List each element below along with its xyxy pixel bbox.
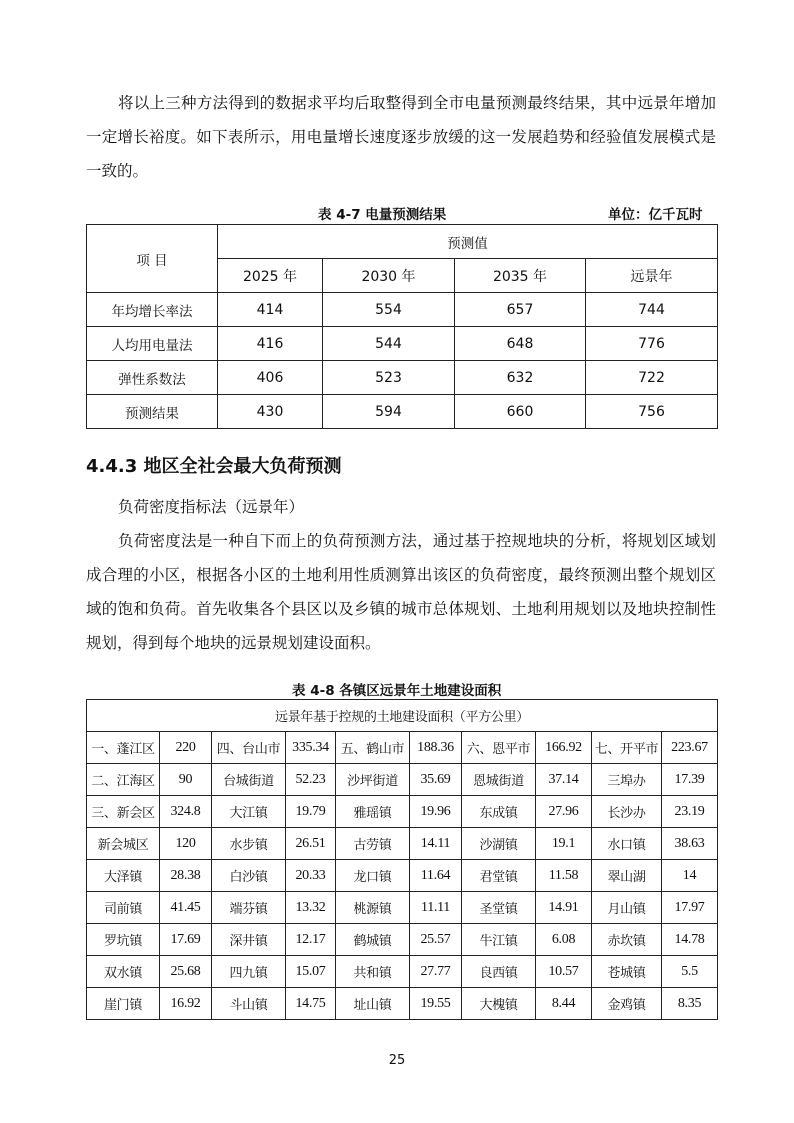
table-row xyxy=(87,988,718,1020)
district-name: 东成镇 xyxy=(462,796,536,828)
cell-value: 744 xyxy=(586,293,718,327)
year-header: 2025 年 xyxy=(218,259,323,293)
area-value: 14.11 xyxy=(410,828,462,860)
table-4-7-caption: 表 4-7 电量预测结果 xyxy=(318,207,447,223)
area-value: 37.14 xyxy=(536,764,592,796)
area-value: 27.96 xyxy=(536,796,592,828)
district-name: 圣堂镇 xyxy=(462,892,536,924)
area-value: 8.35 xyxy=(662,988,718,1020)
district-name: 大泽镇 xyxy=(87,860,160,892)
table-row xyxy=(87,395,718,429)
district-name: 水口镇 xyxy=(592,828,662,860)
area-value: 8.44 xyxy=(536,988,592,1020)
forecast-header: 预测值 xyxy=(218,225,718,259)
district-name: 水步镇 xyxy=(212,828,286,860)
method-paragraph: 负荷密度法是一种自下而上的负荷预测方法，通过基于控规地块的分析，将规划区域划成合理的小区，根据各小区的土地利用性质测算出该区的负荷密度，最终预测出整个规划区域的饱和负荷。首先收集各个县区以及乡镇的城市总体规划、土地利用规划以及地块控制性规划，得到每个地块的远景规划建设面积。 xyxy=(86,532,716,652)
area-value: 324.8 xyxy=(160,796,212,828)
district-name: 共和镇 xyxy=(336,956,410,988)
district-name: 司前镇 xyxy=(87,892,160,924)
cell-value: 722 xyxy=(586,361,718,395)
area-value: 15.07 xyxy=(286,956,336,988)
district-name: 三埠办 xyxy=(592,764,662,796)
area-value: 17.69 xyxy=(160,924,212,956)
area-value: 23.19 xyxy=(662,796,718,828)
district-name: 月山镇 xyxy=(592,892,662,924)
district-name: 长沙办 xyxy=(592,796,662,828)
area-value: 188.36 xyxy=(410,732,462,764)
area-value: 27.77 xyxy=(410,956,462,988)
area-value: 166.92 xyxy=(536,732,592,764)
area-value: 220 xyxy=(160,732,212,764)
item-header: 项 目 xyxy=(87,225,218,293)
row-label: 年均增长率法 xyxy=(87,293,218,327)
area-value: 120 xyxy=(160,828,212,860)
intro-paragraph: 将以上三种方法得到的数据求平均后取整得到全市电量预测最终结果，其中远景年增加一定增长裕度。如下表所示，用电量增长速度逐步放缓的这一发展趋势和经验值发展模式是一致的。 xyxy=(86,94,716,180)
table-4-8 xyxy=(86,699,718,1020)
district-name: 一、蓬江区 xyxy=(87,732,160,764)
cell-value: 406 xyxy=(218,361,323,395)
year-header: 远景年 xyxy=(586,259,718,293)
district-name: 桃源镇 xyxy=(336,892,410,924)
table-row xyxy=(87,892,718,924)
district-name: 牛江镇 xyxy=(462,924,536,956)
area-value: 38.63 xyxy=(662,828,718,860)
cell-value: 632 xyxy=(455,361,586,395)
district-name: 三、新会区 xyxy=(87,796,160,828)
area-value: 35.69 xyxy=(410,764,462,796)
district-name: 大江镇 xyxy=(212,796,286,828)
row-label: 人均用电量法 xyxy=(87,327,218,361)
table-row xyxy=(87,828,718,860)
district-name: 良西镇 xyxy=(462,956,536,988)
area-value: 25.57 xyxy=(410,924,462,956)
district-name: 苍城镇 xyxy=(592,956,662,988)
area-value: 17.39 xyxy=(662,764,718,796)
district-name: 端芬镇 xyxy=(212,892,286,924)
table-row xyxy=(87,860,718,892)
area-value: 14.91 xyxy=(536,892,592,924)
year-header: 2035 年 xyxy=(455,259,586,293)
area-value: 5.5 xyxy=(662,956,718,988)
area-value: 11.64 xyxy=(410,860,462,892)
district-name: 沙坪街道 xyxy=(336,764,410,796)
table-row xyxy=(87,956,718,988)
area-value: 16.92 xyxy=(160,988,212,1020)
area-value: 14.75 xyxy=(286,988,336,1020)
cell-value: 756 xyxy=(586,395,718,429)
page-number: 25 xyxy=(388,1053,406,1068)
table-row xyxy=(87,764,718,796)
district-name: 雅瑶镇 xyxy=(336,796,410,828)
cell-value: 594 xyxy=(323,395,455,429)
cell-value: 776 xyxy=(586,327,718,361)
district-name: 六、恩平市 xyxy=(462,732,536,764)
area-value: 19.1 xyxy=(536,828,592,860)
district-name: 翠山湖 xyxy=(592,860,662,892)
district-name: 古劳镇 xyxy=(336,828,410,860)
district-name: 沙湖镇 xyxy=(462,828,536,860)
cell-value: 430 xyxy=(218,395,323,429)
area-value: 20.33 xyxy=(286,860,336,892)
district-name: 恩城街道 xyxy=(462,764,536,796)
table-row xyxy=(87,361,718,395)
district-name: 二、江海区 xyxy=(87,764,160,796)
district-name: 斗山镇 xyxy=(212,988,286,1020)
year-header: 2030 年 xyxy=(323,259,455,293)
district-name: 龙口镇 xyxy=(336,860,410,892)
district-name: 罗坑镇 xyxy=(87,924,160,956)
area-value: 6.08 xyxy=(536,924,592,956)
table-row xyxy=(87,924,718,956)
district-name: 双水镇 xyxy=(87,956,160,988)
district-name: 君堂镇 xyxy=(462,860,536,892)
district-name: 四、台山市 xyxy=(212,732,286,764)
table-4-7 xyxy=(86,224,718,429)
row-label: 预测结果 xyxy=(87,395,218,429)
table-row xyxy=(87,293,718,327)
district-name: 深井镇 xyxy=(212,924,286,956)
area-value: 335.34 xyxy=(286,732,336,764)
area-value: 13.32 xyxy=(286,892,336,924)
area-value: 19.55 xyxy=(410,988,462,1020)
table-row xyxy=(87,796,718,828)
district-name: 大槐镇 xyxy=(462,988,536,1020)
area-value: 19.96 xyxy=(410,796,462,828)
row-label: 弹性系数法 xyxy=(87,361,218,395)
area-value: 14 xyxy=(662,860,718,892)
area-value: 25.68 xyxy=(160,956,212,988)
district-name: 新会城区 xyxy=(87,828,160,860)
district-name: 七、开平市 xyxy=(592,732,662,764)
area-value: 19.79 xyxy=(286,796,336,828)
area-value: 223.67 xyxy=(662,732,718,764)
area-value: 11.58 xyxy=(536,860,592,892)
cell-value: 416 xyxy=(218,327,323,361)
district-name: 金鸡镇 xyxy=(592,988,662,1020)
method-title: 负荷密度指标法（远景年） xyxy=(118,498,305,516)
district-name: 白沙镇 xyxy=(212,860,286,892)
table-4-8-header: 远景年基于控规的土地建设面积（平方公里） xyxy=(87,700,718,732)
area-value: 10.57 xyxy=(536,956,592,988)
cell-value: 554 xyxy=(323,293,455,327)
area-value: 26.51 xyxy=(286,828,336,860)
table-4-7-unit: 单位：亿千瓦时 xyxy=(608,207,703,223)
district-name: 崖门镇 xyxy=(87,988,160,1020)
district-name: 鹤城镇 xyxy=(336,924,410,956)
area-value: 14.78 xyxy=(662,924,718,956)
cell-value: 660 xyxy=(455,395,586,429)
cell-value: 414 xyxy=(218,293,323,327)
area-value: 17.97 xyxy=(662,892,718,924)
district-name: 五、鹤山市 xyxy=(336,732,410,764)
district-name: 址山镇 xyxy=(336,988,410,1020)
cell-value: 648 xyxy=(455,327,586,361)
area-value: 90 xyxy=(160,764,212,796)
area-value: 41.45 xyxy=(160,892,212,924)
district-name: 赤坎镇 xyxy=(592,924,662,956)
table-4-8-caption: 表 4-8 各镇区远景年土地建设面积 xyxy=(292,683,502,699)
cell-value: 523 xyxy=(323,361,455,395)
area-value: 28.38 xyxy=(160,860,212,892)
section-heading: 4.4.3 地区全社会最大负荷预测 xyxy=(86,456,342,477)
area-value: 52.23 xyxy=(286,764,336,796)
area-value: 11.11 xyxy=(410,892,462,924)
district-name: 四九镇 xyxy=(212,956,286,988)
table-row xyxy=(87,327,718,361)
area-value: 12.17 xyxy=(286,924,336,956)
table-row xyxy=(87,732,718,764)
district-name: 台城街道 xyxy=(212,764,286,796)
cell-value: 657 xyxy=(455,293,586,327)
cell-value: 544 xyxy=(323,327,455,361)
